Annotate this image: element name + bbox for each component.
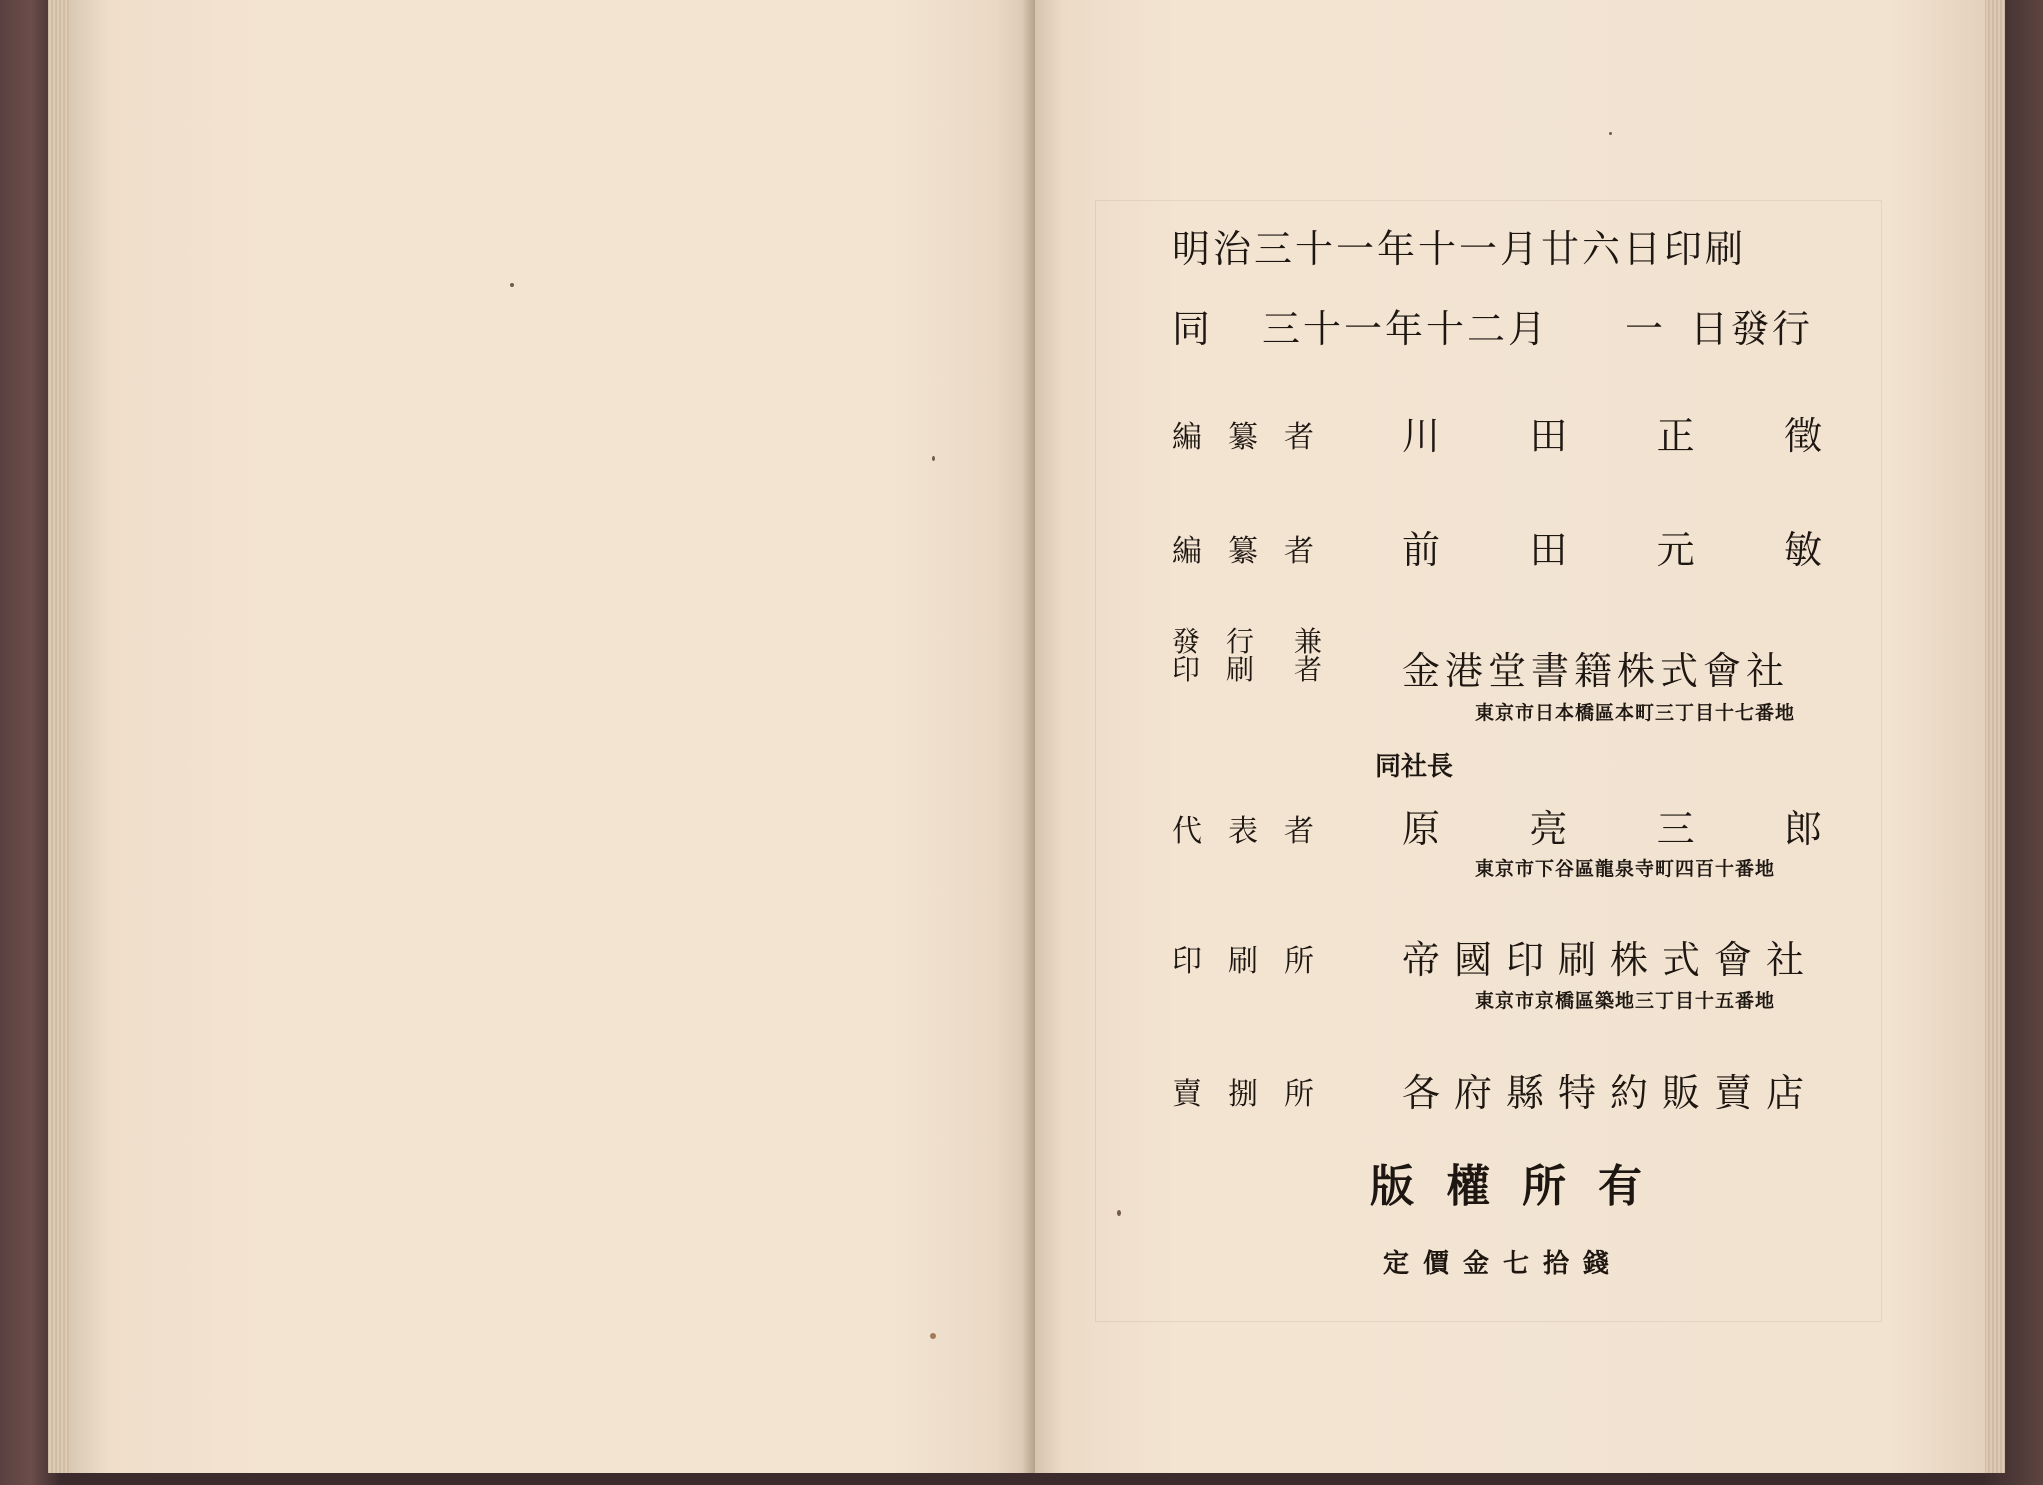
editor-name-1: 川 田 正 徵	[1402, 414, 1822, 458]
print-date: 明治三十一年十一月廿六日印刷	[1172, 227, 1747, 271]
paper-spot	[932, 456, 935, 461]
printer-name: 帝國印刷株式會社	[1402, 938, 1819, 982]
left-page-edges	[48, 0, 72, 1473]
right-page-edges	[1985, 0, 2005, 1473]
printer-address: 東京市京橋區築地三丁目十五番地	[1475, 990, 1776, 1012]
paper-spot	[930, 1333, 936, 1339]
publisher-address: 東京市日本橋區本町三丁目十七番地	[1475, 702, 1796, 724]
issue-suffix: 日發行	[1690, 307, 1814, 351]
seller-label: 賣捌所	[1172, 1077, 1340, 1112]
representative-name: 原 亮 三 郎	[1402, 807, 1822, 851]
issue-day: 一	[1625, 307, 1664, 351]
price: 定價金七拾錢	[1383, 1249, 1624, 1279]
editor-label: 編纂者	[1172, 420, 1340, 455]
left-page-blank	[70, 0, 1035, 1473]
paper-spot	[1609, 132, 1612, 135]
paper-spot	[510, 283, 514, 287]
company-president: 同社長	[1375, 752, 1454, 782]
printer-label: 印刷所	[1172, 944, 1340, 979]
representative-address: 東京市下谷區龍泉寺町四百十番地	[1475, 858, 1776, 880]
editor-name-2: 前 田 元 敏	[1402, 528, 1822, 572]
seller-name: 各府縣特約販賣店	[1402, 1071, 1819, 1115]
copyright-notice: 版權所有	[1370, 1161, 1674, 1212]
issue-prefix: 同	[1172, 307, 1211, 351]
editor-label-2: 編纂者	[1172, 534, 1340, 569]
publisher-label: 發行 印刷 兼 者	[1172, 625, 1323, 686]
issue-date: 三十一年十二月	[1262, 307, 1550, 351]
publisher-name: 金港堂書籍株式會社	[1402, 649, 1790, 693]
representative-label: 代表者	[1172, 814, 1340, 849]
